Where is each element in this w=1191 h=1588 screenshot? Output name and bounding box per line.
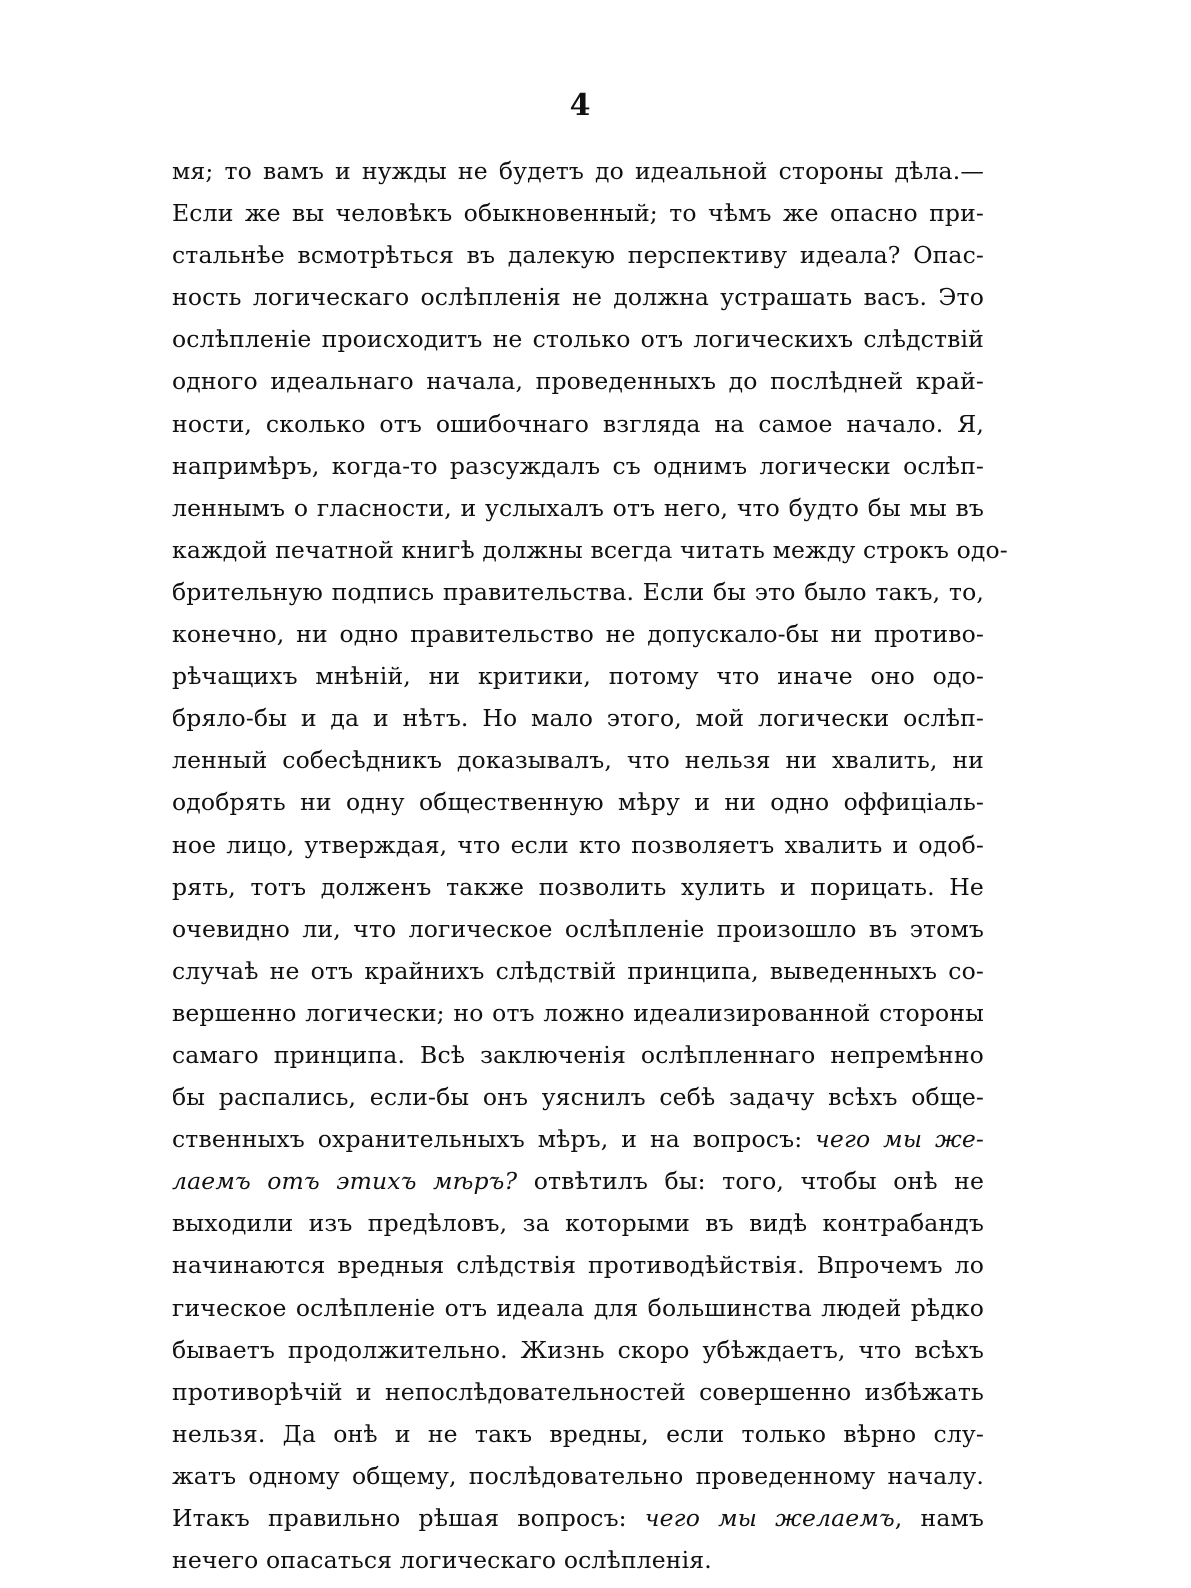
text-line (172, 1076, 984, 1118)
line-text: нельзя. Да онѣ и не такъ вредны, если только вѣрно слу- (172, 1419, 984, 1448)
text-line (172, 571, 984, 613)
italic-text: чего мы желаемъ (644, 1504, 895, 1532)
line-text: нечего опасаться логическаго ослѣпленія. (172, 1546, 712, 1575)
line-text: бываетъ продолжительно. Жизнь скоро убѣждаетъ, что всѣхъ (172, 1335, 984, 1364)
italic-text: чего мы же- (815, 1125, 984, 1154)
line-text: одного идеальнаго начала, проведенныхъ до послѣдней край- (172, 367, 984, 396)
italic-text: лаемъ отъ этихъ мѣръ? (172, 1167, 518, 1196)
line-text: самаго принципа. Всѣ заключенія ослѣпленнаго непремѣнно (172, 1040, 984, 1069)
line-text: ослѣпленіе происходитъ не столько отъ логическихъ слѣдствій (172, 325, 984, 354)
text-line (172, 1287, 984, 1329)
text-line (172, 234, 984, 276)
line-text: рять, тотъ долженъ также позволить хулить и порицать. Не (172, 872, 984, 901)
body-text (172, 150, 1008, 1581)
line-text: стальнѣе всмотрѣться въ далекую перспективу идеала? Опас- (172, 241, 984, 270)
line-text: противорѣчій и непослѣдовательностей совершенно избѣжать (172, 1377, 984, 1406)
line-text: , намъ (894, 1504, 985, 1532)
text-line (172, 1118, 984, 1160)
line-text: бряло-бы и да и нѣтъ. Но мало этого, мой логически ослѣп- (172, 704, 984, 733)
line-text: Если же вы человѣкъ обыкновенный; то чѣмъ же опасно при- (172, 199, 984, 228)
text-line (172, 529, 1008, 571)
text-line (172, 697, 984, 739)
line-text: конечно, ни одно правительство не допускало-бы ни противо- (172, 620, 984, 649)
text-line (172, 1497, 984, 1539)
text-line (172, 655, 984, 697)
text-line (172, 150, 984, 192)
text-line (172, 487, 984, 529)
text-line (172, 1329, 984, 1371)
text-line (172, 1539, 984, 1581)
line-text: Итакъ правильно рѣшая вопросъ: (172, 1504, 645, 1532)
line-text: брительную подпись правительства. Если бы это было такъ, то, (172, 577, 984, 606)
text-line (172, 950, 984, 992)
text-line (172, 403, 984, 445)
text-line (172, 739, 984, 781)
line-text: жатъ одному общему, послѣдовательно проведенному началу. (172, 1461, 984, 1490)
line-text: ное лицо, утверждая, что если кто позволяетъ хвалить и одоб- (172, 830, 984, 859)
text-line (172, 445, 984, 487)
text-line (172, 1034, 984, 1076)
line-text: напримѣръ, когда-то разсуждалъ съ однимъ логически ослѣп- (172, 451, 984, 480)
line-text: случаѣ не отъ крайнихъ слѣдствій принципа, выведенныхъ со- (172, 956, 984, 985)
line-text: бы распались, если-бы онъ уяснилъ себѣ задачу всѣхъ обще- (172, 1083, 984, 1112)
line-text: леннымъ о гласности, и услыхалъ отъ него, что будто бы мы въ (172, 493, 984, 522)
line-text: выходили изъ предѣловъ, за которыми въ видѣ контрабандъ (172, 1209, 984, 1238)
line-text: ленный собесѣдникъ доказывалъ, что нельзя ни хвалить, ни (172, 746, 984, 775)
text-line (172, 318, 984, 360)
page-number: 4 (569, 88, 591, 123)
line-text: начинаются вредныя слѣдствія противодѣйствія. Впрочемъ ло (172, 1251, 984, 1280)
line-text: одобрять ни одну общественную мѣру и ни одно оффиціаль- (172, 788, 984, 817)
line-text: очевидно ли, что логическое ослѣпленіе произошло въ этомъ (172, 914, 984, 943)
text-line (172, 824, 984, 866)
text-line (172, 276, 984, 318)
text-line (172, 1244, 984, 1286)
text-line (172, 1202, 984, 1244)
text-line (172, 613, 984, 655)
text-line (172, 1455, 984, 1497)
line-text: ственныхъ охранительныхъ мѣръ, и на вопросъ: (172, 1125, 816, 1154)
text-line (172, 781, 984, 823)
text-line (172, 192, 984, 234)
text-line (172, 1160, 984, 1202)
line-text: вершенно логически; но отъ ложно идеализированной стороны (172, 998, 984, 1027)
line-text: рѣчащихъ мнѣній, ни критики, потому что иначе оно одо- (172, 662, 984, 691)
line-text: ности, сколько отъ ошибочнаго взгляда на самое начало. Я, (172, 409, 984, 438)
text-line (172, 360, 984, 402)
text-line (172, 1371, 984, 1413)
line-text: каждой печатной книгѣ должны всегда читать между строкъ одо- (172, 535, 1008, 564)
text-line (172, 1413, 984, 1455)
text-line (172, 908, 984, 950)
line-text: мя; то вамъ и нужды не будетъ до идеальной стороны дѣла.— (172, 157, 984, 185)
text-line (172, 992, 984, 1034)
line-text: отвѣтилъ бы: того, чтобы онѣ не (517, 1167, 984, 1196)
line-text: ность логическаго ослѣпленія не должна устрашать васъ. Это (172, 283, 984, 312)
text-line (172, 866, 984, 908)
line-text: гическое ослѣпленіе отъ идеала для большинства людей рѣдко (172, 1293, 984, 1322)
